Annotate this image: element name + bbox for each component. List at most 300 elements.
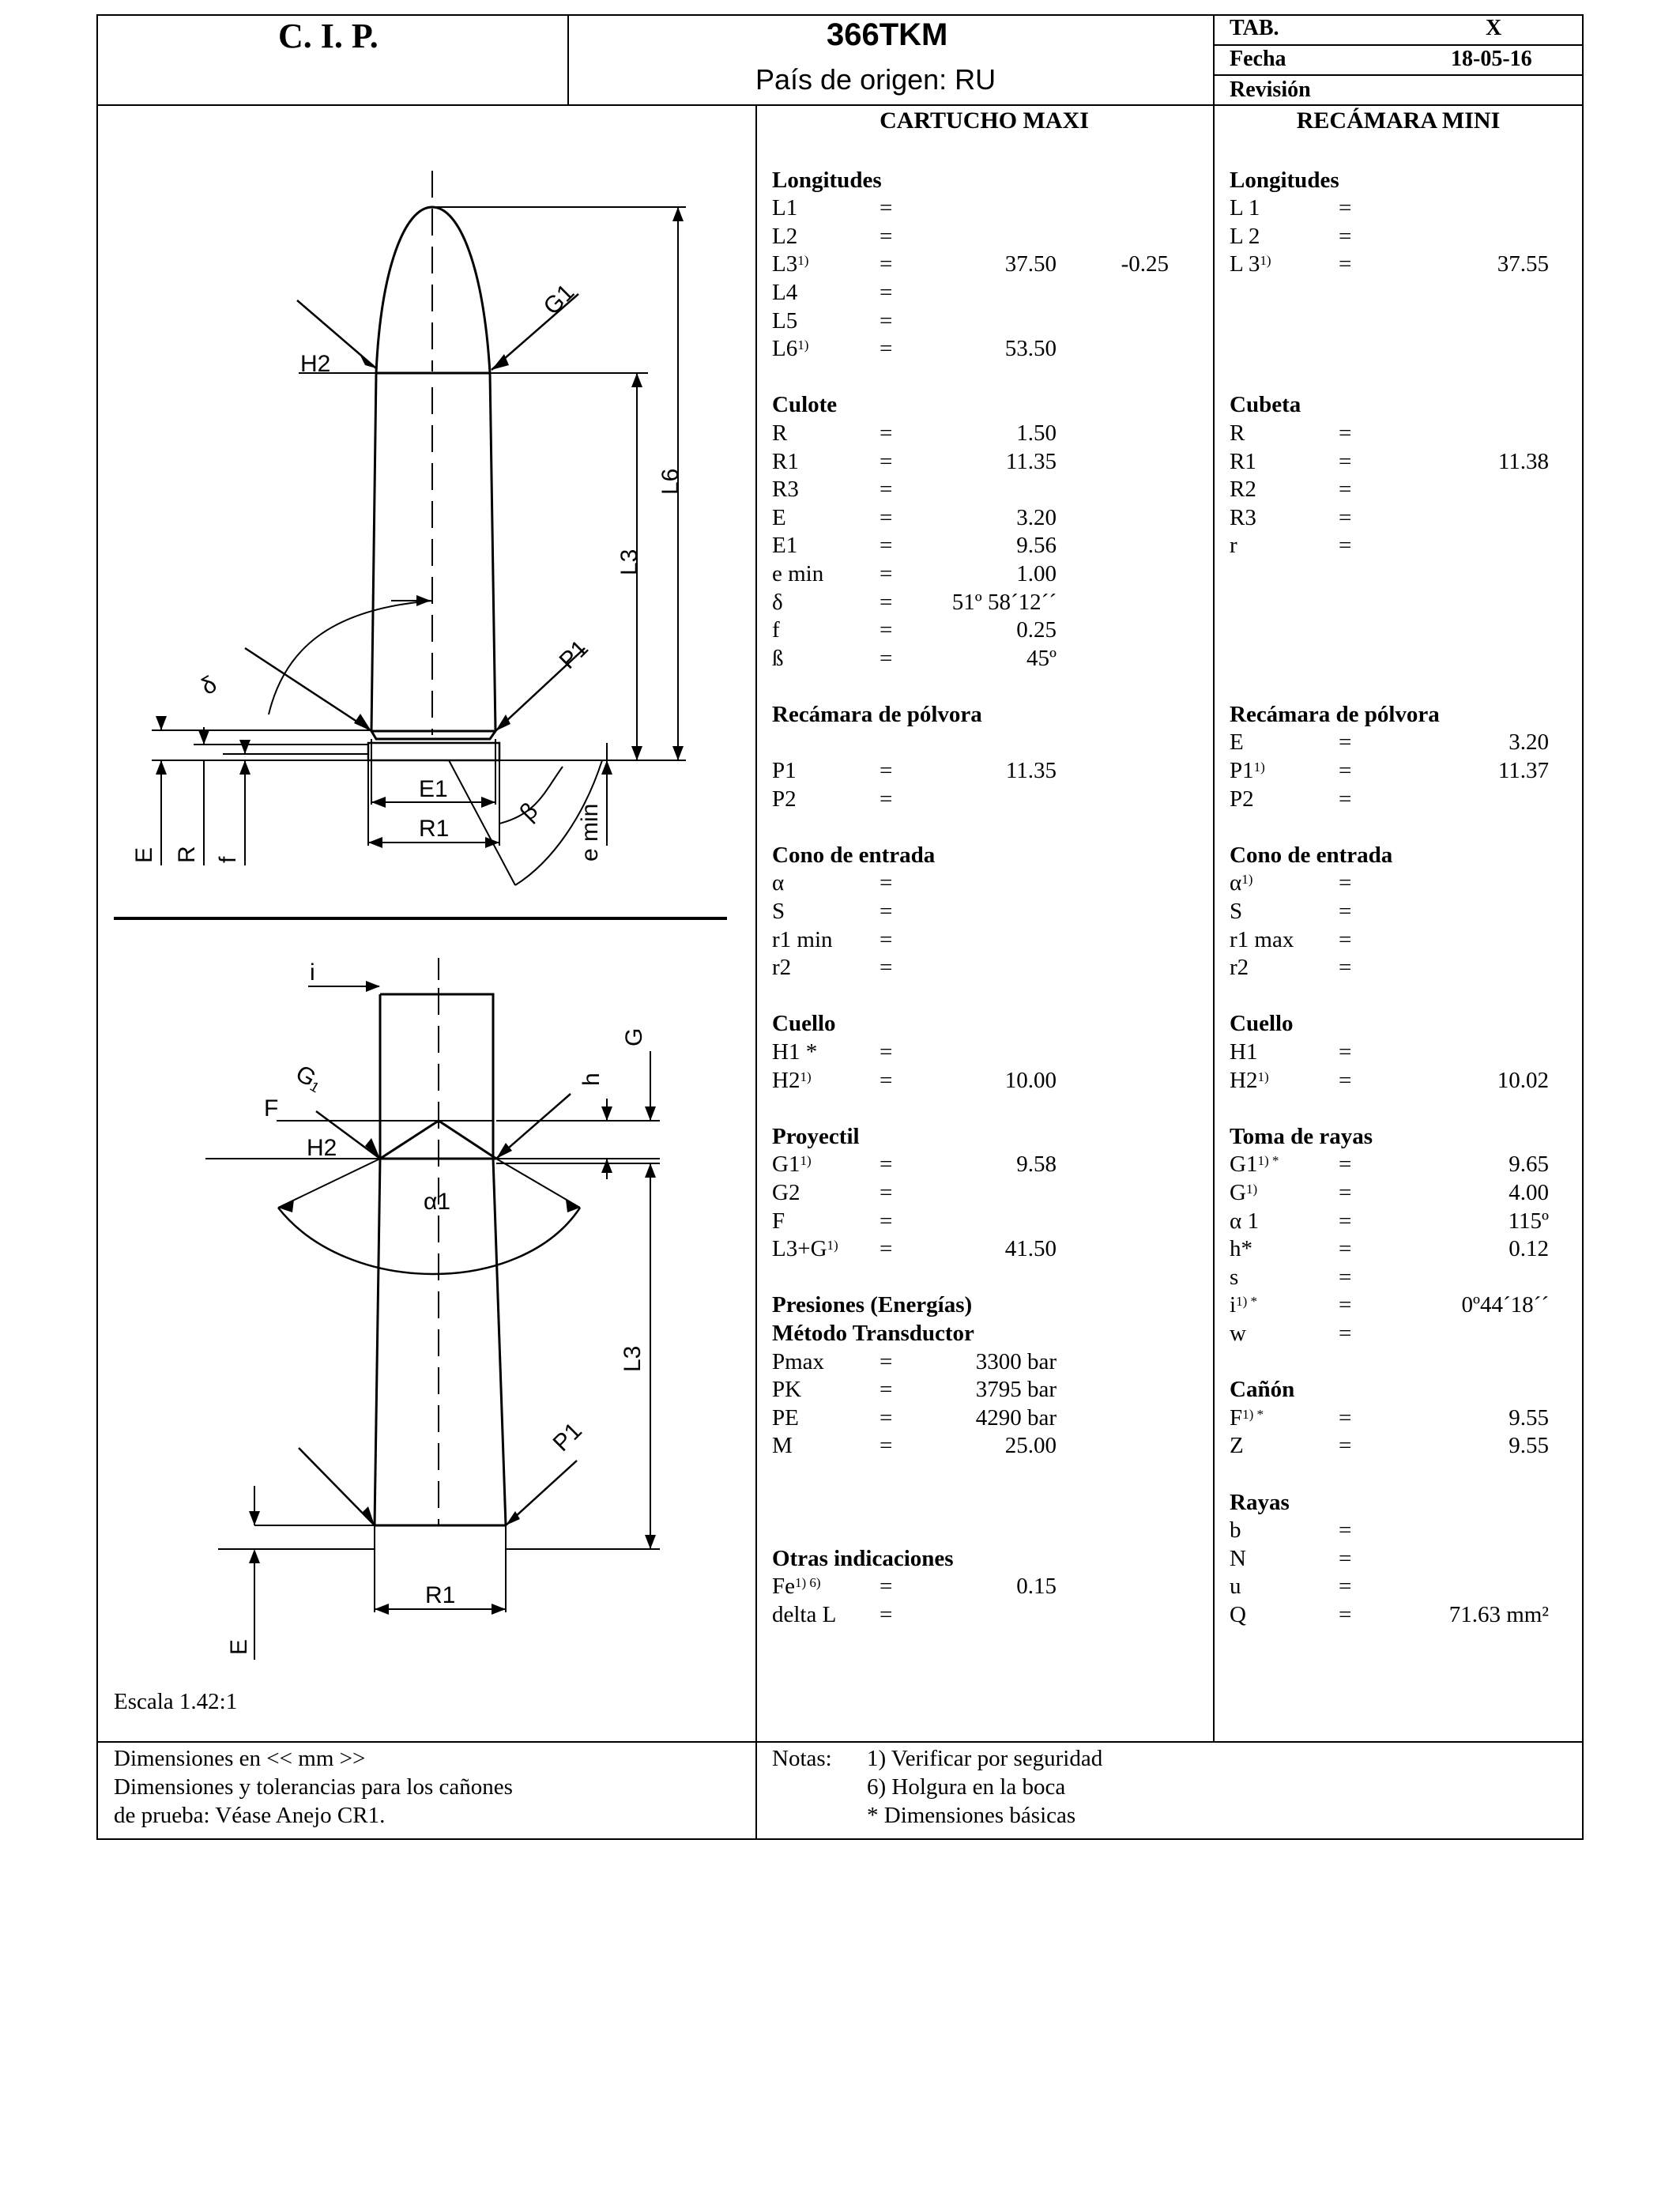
footnote-ref: 1) — [827, 1238, 838, 1253]
equals-sign: = — [1339, 926, 1352, 952]
spec-label: Método Transductor — [772, 1320, 974, 1346]
blank-row — [772, 1264, 1199, 1292]
spec-label: L1 — [772, 195, 798, 221]
spec-value: 45º — [1026, 645, 1057, 671]
spec-row — [1230, 504, 1577, 533]
spec-label: L 1 — [1230, 195, 1260, 221]
spec-row — [772, 898, 1199, 926]
section-heading — [1230, 842, 1577, 870]
cartucho-spec-list — [772, 138, 1199, 1629]
spec-row — [1230, 1235, 1577, 1264]
spec-label: H1 * — [772, 1039, 818, 1065]
label-l3-lower: L3 — [620, 1345, 646, 1372]
equals-sign: = — [1339, 1179, 1352, 1205]
spec-row — [772, 1235, 1199, 1264]
equals-sign: = — [1339, 1320, 1352, 1346]
spec-row — [772, 757, 1199, 786]
spec-label: δ — [772, 589, 783, 615]
spec-row — [1230, 448, 1577, 477]
spec-label: Longitudes — [1230, 167, 1339, 193]
spec-label: $Fe^{1) 6)}$ — [772, 1574, 821, 1600]
label-delta: δ — [197, 671, 221, 701]
spec-value: 9.58 — [1016, 1152, 1057, 1178]
label-l3: L3 — [616, 548, 642, 575]
spec-label: L 2 — [1230, 223, 1260, 249]
footer-divider — [96, 1741, 1584, 1743]
equals-sign: = — [1339, 223, 1352, 249]
spec-row — [1230, 1404, 1577, 1433]
equals-sign: = — [1339, 1208, 1352, 1234]
section-heading — [772, 1545, 1199, 1574]
note-basic: * Dimensiones básicas — [867, 1803, 1076, 1828]
footnote-ref: 1) * — [1242, 1406, 1264, 1422]
section-heading — [1230, 167, 1577, 195]
spec-label: G2 — [772, 1179, 800, 1205]
spec-label: r2 — [1230, 955, 1249, 981]
equals-sign: = — [1339, 448, 1352, 474]
spec-label: $L3+G^{1)}$ — [772, 1236, 838, 1262]
spec-row — [772, 1601, 1199, 1630]
equals-sign: = — [880, 1377, 893, 1403]
equals-sign: = — [880, 1067, 893, 1093]
equals-sign: = — [880, 758, 893, 784]
spec-row — [772, 1573, 1199, 1601]
blank-row — [1230, 364, 1577, 392]
spec-row — [1230, 1291, 1577, 1320]
spec-value: 0.25 — [1016, 617, 1057, 643]
spec-label: PK — [772, 1377, 802, 1403]
cartridge-drawing — [98, 106, 754, 1738]
equals-sign: = — [880, 645, 893, 671]
spec-label: Pmax — [772, 1348, 825, 1374]
spec-value: 115º — [1508, 1208, 1549, 1234]
spec-label: R — [772, 420, 788, 446]
spec-label: s — [1230, 1264, 1239, 1290]
spec-value: 9.55 — [1509, 1404, 1549, 1431]
spec-label: E1 — [772, 533, 798, 559]
spec-row — [772, 1432, 1199, 1461]
spec-label: N — [1230, 1545, 1246, 1571]
spec-value: 11.35 — [1005, 448, 1057, 474]
spec-label: E — [772, 504, 786, 530]
equals-sign: = — [1339, 1404, 1352, 1431]
spec-value: 53.50 — [1004, 336, 1057, 362]
spec-row — [772, 307, 1199, 336]
fecha-label: Fecha — [1230, 47, 1286, 71]
spec-row — [1230, 1545, 1577, 1574]
spec-label: Cono de entrada — [772, 842, 936, 868]
section-heading — [772, 167, 1199, 195]
equals-sign: = — [1339, 1545, 1352, 1571]
spec-row — [1230, 476, 1577, 504]
equals-sign: = — [1339, 1601, 1352, 1627]
spec-label: P2 — [772, 786, 797, 812]
label-h2: H2 — [300, 351, 331, 377]
model-title: 366TKM — [827, 17, 948, 52]
section-heading — [1230, 1123, 1577, 1152]
spec-value: 10.00 — [1004, 1067, 1057, 1093]
equals-sign: = — [1339, 955, 1352, 981]
spec-row — [1230, 926, 1577, 955]
spec-value: 0.12 — [1509, 1236, 1549, 1262]
blank-row — [772, 364, 1199, 392]
label-p1-lower: P1 — [548, 1417, 587, 1457]
spec-row — [1230, 1151, 1577, 1179]
header-divider-1 — [567, 14, 569, 104]
label-h: h — [578, 1072, 605, 1086]
footnote-ref: 1) * — [1236, 1294, 1257, 1310]
tab-divider-1 — [1213, 44, 1584, 46]
equals-sign: = — [880, 870, 893, 896]
footnote-ref: 1) — [1245, 1181, 1258, 1197]
spec-row — [1230, 1517, 1577, 1545]
spec-label: Cuello — [772, 1011, 836, 1037]
equals-sign: = — [880, 307, 893, 334]
spec-label: G1$^{1)}$ — [772, 1152, 812, 1178]
section-heading — [772, 1291, 1199, 1320]
equals-sign: = — [1339, 870, 1352, 896]
spec-value: 4.00 — [1509, 1179, 1549, 1205]
spec-row — [772, 1039, 1199, 1067]
equals-sign: = — [880, 1179, 893, 1205]
equals-sign: = — [880, 1433, 893, 1459]
spec-value: 3300 bar — [975, 1348, 1057, 1374]
section-heading — [772, 701, 1199, 729]
equals-sign: = — [880, 1208, 893, 1234]
spec-row — [1230, 1208, 1577, 1236]
spec-row — [772, 786, 1199, 814]
equals-sign: = — [880, 899, 893, 925]
spec-value: 9.65 — [1509, 1152, 1549, 1178]
spec-row — [1230, 532, 1577, 560]
spec-label: b — [1230, 1517, 1241, 1544]
spec-value: 1.50 — [1016, 420, 1057, 446]
equals-sign: = — [1339, 1039, 1352, 1065]
revision-label: Revisión — [1230, 77, 1311, 102]
spec-label: r — [1230, 533, 1237, 559]
footnote-ref: 1) 6) — [795, 1575, 821, 1591]
equals-sign: = — [880, 617, 893, 643]
spec-label: R2 — [1230, 477, 1256, 503]
spec-row — [772, 616, 1199, 645]
footnote-ref: 1) — [800, 1153, 812, 1169]
equals-sign: = — [1339, 195, 1352, 221]
spec-label: PE — [772, 1404, 799, 1431]
footnote-ref: 1) — [1241, 872, 1253, 888]
spec-label: Cubeta — [1230, 392, 1301, 418]
spec-label: $\alpha^{1)}$ — [1230, 870, 1253, 896]
spec-label: E — [1230, 729, 1244, 756]
case-body — [371, 373, 495, 739]
blank-row — [772, 1489, 1199, 1517]
blank-row — [1230, 673, 1577, 701]
spec-label: f — [772, 617, 780, 643]
equals-sign: = — [1339, 758, 1352, 784]
equals-sign: = — [880, 589, 893, 615]
blank-row — [772, 982, 1199, 1011]
footer-dims-line-3: de prueba: Véase Anejo CR1. — [114, 1803, 386, 1828]
blank-row — [1230, 335, 1577, 364]
footnote-ref: 1) — [1257, 1069, 1269, 1084]
label-alpha1: α1 — [424, 1189, 451, 1215]
spec-label: H2$^{1)}$ — [772, 1067, 812, 1093]
equals-sign: = — [1339, 251, 1352, 277]
spec-label: Culote — [772, 392, 838, 418]
spec-row — [772, 645, 1199, 673]
spec-row — [1230, 869, 1577, 898]
spec-label: R3 — [1230, 504, 1256, 530]
section-heading — [1230, 701, 1577, 729]
section-heading — [1230, 1376, 1577, 1404]
label-l6: L6 — [657, 468, 684, 495]
equals-sign: = — [880, 448, 893, 474]
spec-row — [1230, 1039, 1577, 1067]
blank-row — [1230, 279, 1577, 307]
spec-label: e min — [772, 560, 824, 586]
column-divider-2 — [1213, 14, 1215, 1741]
spec-row — [772, 560, 1199, 589]
spec-value: 11.35 — [1005, 758, 1057, 784]
spec-label: Toma de rayas — [1230, 1123, 1373, 1149]
section-heading — [1230, 1489, 1577, 1517]
spec-value: 71.63 mm² — [1448, 1601, 1549, 1627]
blank-row — [1230, 1095, 1577, 1123]
spec-value: 4290 bar — [975, 1404, 1057, 1431]
label-f: f — [215, 856, 241, 863]
chamber-outline — [375, 994, 506, 1525]
spec-label: L5 — [772, 307, 798, 334]
spec-row — [1230, 898, 1577, 926]
label-emin: e min — [577, 803, 603, 861]
label-r1-lower: R1 — [425, 1582, 456, 1608]
spec-value: 0º44´18´´ — [1461, 1292, 1549, 1318]
equals-sign: = — [1339, 477, 1352, 503]
label-e1: E1 — [419, 776, 448, 802]
spec-label: S — [1230, 899, 1243, 925]
blank-row — [1230, 307, 1577, 336]
section-heading — [772, 842, 1199, 870]
equals-sign: = — [1339, 533, 1352, 559]
label-r1: R1 — [419, 816, 450, 842]
spec-row — [1230, 1179, 1577, 1208]
spec-label: Recámara de pólvora — [1230, 701, 1440, 727]
equals-sign: = — [1339, 729, 1352, 756]
equals-sign: = — [880, 1574, 893, 1600]
footnote-ref: 1) — [1260, 253, 1271, 269]
blank-row — [1230, 616, 1577, 645]
blank-row — [772, 729, 1199, 757]
label-h2-lower: H2 — [307, 1135, 337, 1161]
equals-sign: = — [880, 504, 893, 530]
footnote-ref: 1) — [797, 253, 809, 269]
spec-value: 0.15 — [1016, 1574, 1057, 1600]
cartucho-heading: CARTUCHO MAXI — [880, 107, 1089, 134]
blank-row — [772, 1461, 1199, 1489]
spec-row — [772, 1179, 1199, 1208]
equals-sign: = — [880, 560, 893, 586]
spec-label: R3 — [772, 477, 799, 503]
footer-dims-line-2: Dimensiones y tolerancias para los cañones — [114, 1774, 513, 1800]
label-g: G — [621, 1027, 647, 1046]
spec-row — [772, 1067, 1199, 1095]
spec-row — [772, 194, 1199, 223]
label-g1-lower: G₁ — [291, 1060, 327, 1096]
spec-row — [1230, 757, 1577, 786]
blank-row — [772, 813, 1199, 842]
equals-sign: = — [1339, 1264, 1352, 1290]
spec-value: 10.02 — [1497, 1067, 1549, 1093]
spec-label: Rayas — [1230, 1489, 1290, 1515]
spec-row — [772, 279, 1199, 307]
spec-label: L6$^{1)}$ — [772, 336, 809, 362]
recamara-heading: RECÁMARA MINI — [1296, 107, 1501, 134]
spec-value: 9.56 — [1016, 533, 1057, 559]
footnote-ref: 1) — [800, 1069, 812, 1084]
drawing-scale: Escala 1.42:1 — [114, 1689, 238, 1714]
equals-sign: = — [880, 1152, 893, 1178]
blank-row — [772, 1517, 1199, 1545]
label-e: E — [131, 846, 157, 863]
spec-label: Q — [1230, 1601, 1246, 1627]
equals-sign: = — [1339, 899, 1352, 925]
spec-label: Longitudes — [772, 167, 882, 193]
spec-label: h* — [1230, 1236, 1252, 1262]
equals-sign: = — [880, 1601, 893, 1627]
spec-label: r1 max — [1230, 926, 1294, 952]
blank-row — [772, 673, 1199, 701]
spec-label: L 3$^{1)}$ — [1230, 251, 1271, 277]
spec-value: 11.38 — [1497, 448, 1549, 474]
equals-sign: = — [880, 195, 893, 221]
blank-row — [772, 1095, 1199, 1123]
equals-sign: = — [880, 1404, 893, 1431]
spec-row — [772, 476, 1199, 504]
label-g1: G1 — [538, 279, 580, 320]
spec-label: Z — [1230, 1433, 1244, 1459]
spec-value: 1.00 — [1016, 560, 1057, 586]
spec-row — [1230, 251, 1577, 279]
spec-row — [1230, 729, 1577, 757]
spec-value: 51º 58´12´´ — [951, 589, 1057, 615]
spec-row — [1230, 786, 1577, 814]
spec-row — [1230, 1067, 1577, 1095]
spec-label: $G^{1)}$ — [1230, 1179, 1258, 1205]
spec-value: 3795 bar — [975, 1377, 1057, 1403]
label-r: R — [174, 846, 200, 863]
spec-row — [1230, 954, 1577, 982]
label-beta: β — [514, 797, 544, 826]
spec-row — [772, 504, 1199, 533]
section-heading — [1230, 391, 1577, 420]
spec-row — [772, 1404, 1199, 1433]
equals-sign: = — [880, 336, 893, 362]
note-6: 6) Holgura en la boca — [867, 1774, 1066, 1800]
label-e-lower: E — [226, 1638, 252, 1655]
org-title: C. I. P. — [278, 17, 379, 55]
section-heading — [772, 1123, 1199, 1152]
spec-label: Cono de entrada — [1230, 842, 1393, 868]
spec-value: 11.37 — [1497, 758, 1549, 784]
equals-sign: = — [1339, 1433, 1352, 1459]
spec-row — [772, 420, 1199, 448]
spec-row — [772, 1151, 1199, 1179]
equals-sign: = — [880, 1039, 893, 1065]
equals-sign: = — [880, 955, 893, 981]
note-1: 1) Verificar por seguridad — [867, 1746, 1103, 1771]
spec-label: S — [772, 899, 785, 925]
blank-row — [1230, 1461, 1577, 1489]
spec-label: $F^{1) *}$ — [1230, 1404, 1264, 1431]
spec-row — [1230, 1601, 1577, 1630]
spec-label: $G1^{1) *}$ — [1230, 1152, 1279, 1178]
spec-label: L2 — [772, 223, 798, 249]
blank-row — [1230, 589, 1577, 617]
equals-sign: = — [1339, 1292, 1352, 1318]
spec-label: α — [772, 870, 785, 896]
spec-label: H1 — [1230, 1039, 1258, 1065]
spec-row — [1230, 1432, 1577, 1461]
spec-row — [772, 589, 1199, 617]
equals-sign: = — [1339, 420, 1352, 446]
recamara-spec-list — [1230, 138, 1577, 1629]
equals-sign: = — [880, 477, 893, 503]
equals-sign: = — [880, 1236, 893, 1262]
case-rim — [368, 743, 499, 760]
equals-sign: = — [880, 533, 893, 559]
spec-tolerance: -0.25 — [1121, 251, 1169, 277]
label-p1: P1 — [554, 635, 593, 674]
spec-label: $i^{1) *}$ — [1230, 1292, 1257, 1318]
spec-label: Presiones (Energías) — [772, 1292, 973, 1318]
spec-row — [1230, 1320, 1577, 1348]
section-heading — [772, 391, 1199, 420]
blank-row — [1230, 1348, 1577, 1377]
spec-row — [772, 532, 1199, 560]
spec-label: L4 — [772, 279, 798, 305]
spec-label: L3$^{1)}$ — [772, 251, 809, 277]
equals-sign: = — [880, 786, 893, 812]
spec-row — [772, 223, 1199, 251]
spec-label: Proyectil — [772, 1123, 860, 1149]
blank-row — [1230, 560, 1577, 589]
equals-sign: = — [880, 251, 893, 277]
spec-value: 3.20 — [1509, 729, 1549, 756]
spec-row — [1230, 194, 1577, 223]
spec-row — [772, 926, 1199, 955]
spec-row — [772, 251, 1199, 279]
footnote-ref: 1) — [1253, 760, 1265, 775]
column-divider-1 — [755, 104, 757, 1840]
spec-row — [772, 448, 1199, 477]
spec-row — [772, 869, 1199, 898]
spec-row — [1230, 1264, 1577, 1292]
spec-row — [1230, 420, 1577, 448]
spec-label: Cañón — [1230, 1377, 1295, 1403]
spec-label: P2 — [1230, 786, 1254, 812]
spec-label: r1 min — [772, 926, 833, 952]
footnote-ref: 1) * — [1257, 1153, 1279, 1169]
spec-value: 3.20 — [1016, 504, 1057, 530]
footer-dims-line-1: Dimensiones en << mm >> — [114, 1746, 366, 1771]
section-heading — [772, 1010, 1199, 1039]
section-heading — [1230, 1010, 1577, 1039]
spec-label: R1 — [1230, 448, 1256, 474]
spec-label: H2$^{1)}$ — [1230, 1067, 1269, 1093]
spec-label: R1 — [772, 448, 799, 474]
spec-label: M — [772, 1433, 793, 1459]
spec-row — [1230, 1573, 1577, 1601]
blank-row — [1230, 138, 1577, 167]
